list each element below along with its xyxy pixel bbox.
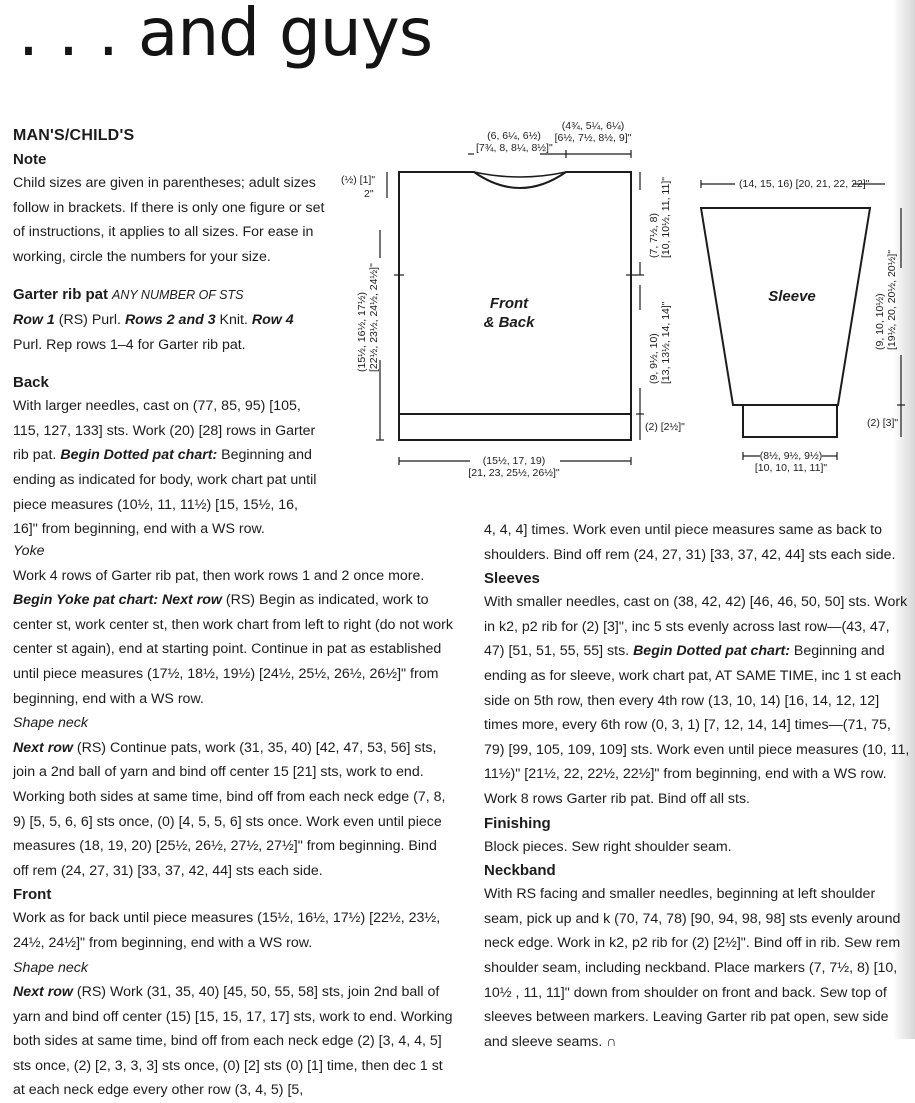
garter-rib-instructions: Row 1 (RS) Purl. Rows 2 and 3 Knit. Row 4 Purl. Rep rows 1–4 for Garter rib pat. [13,311,294,353]
finishing-heading: Finishing [484,814,551,832]
back-heading: Back [13,374,49,392]
neckband-text: With RS facing and smaller needles, beginning at left shoulder seam, pick up and k (70, 74, 78) [90, 94, 98, 98] sts evenly around neck edge. Work in k2, p2 rib for (2) [2½]". Bind off in rib. Sew rem shoulder seam, including neckband. Place markers (7, 7½, 8) [10, 10½ , 11, 11]" down from shoulder on front and back. Sew top of sleeves between markers. Leaving Garter rib pat open, sew side and sleeve seams. ∩ [484,886,901,1050]
back-neckline [474,172,566,177]
end-mark: ∩ [606,1033,617,1050]
front-neck-text: Next row (RS) Work (31, 35, 40) [45, 50, 55, 58] sts, join 2nd ball of yarn and bind off center (15) [15, 15, 17, 17] sts, work to end. Working both sides at same time, bind off from each neck edge (2) [3, 4, 4, 5] sts once, (2) [2, 3, 3, 3] sts once, (0) [2] sts (0) [1] time, then dec 1 st at each neck edge every other row (3, 4, 5) [5, [13,984,453,1099]
sleeve-top-width-label: (14, 15, 16) [20, 21, 22, 22]" [739,178,870,190]
pattern-heading: MAN'S/CHILD'S [13,127,135,144]
sleeves-heading: Sleeves [484,570,540,588]
sleeve-label: Sleeve [768,288,816,305]
front-neck-depth-label: 2" [364,188,374,200]
shoulder-width-label: (4¾, 5¼, 6¼) [6½, 7½, 8½, 9]" [554,120,632,144]
sleeves-text: With smaller needles, cast on (38, 42, 42) [46, 46, 50, 50] sts. Work in k2, p2 rib for (2) [3]", inc 5 sts evenly across last row—(43, 47, 47) [51, 51, 55, 55] sts. Begin Dotted pat chart: Beginning and ending as for sleeve, work chart pat, AT SAME TIME, inc 1 st each side on 5th row, then every 4th row (13, 10, 14) [16, 14, 12, 12] times more, every 6th row (0, 3, 1) [7, 12, 14, 14] times—(71, 75, 79) [99, 105, 109, 109] sts. Work even until piece measures (10, 11, 11½)" [21½, 22, 22½, 22½]" from beginning, end with a WS row. Work 8 rows Garter rib pat. Bind off all sts. [484,594,910,807]
yoke-text: Work 4 rows of Garter rib pat, then work rows 1 and 2 once more. Begin Yoke pat chart: Next row (RS) Begin as indicated, work to center st, work center st, then work chart from left to right (do not work center st again), end at starting point. Continue in pat as established until piece measures (17½, 18½, 19½) [24½, 25½, 26½, 26½]" from beginning, end with a WS row. [13,567,453,707]
back-text: With larger needles, cast on (77, 85, 95) [105, 115, 127, 133] sts. Work (20) [28] rows in Garter rib pat. Begin Dotted pat chart: Beginning and ending as indicated for body, work chart pat until piece measures (10½, 11, 11½) [15, 15½, 16, 16]" from beginning, end with a WS row. [13,398,317,538]
front-text: Work as for back until piece measures (15½, 16½, 17½) [22½, 23½, 24½, 24½]" from beginning, end with a WS row. [13,910,441,951]
total-length-label: (15½, 16½, 17½) [22½, 23½, 24½, 24½]" [356,263,380,372]
cuff-width-label: (8½, 9½, 9½) [10, 10, 11, 11]" [754,450,828,474]
note-heading: Note [13,151,47,168]
neck-depth-label: (½) [1]" [341,174,376,186]
body-width-label: (15½, 17, 19) [21, 23, 25½, 26½]" [468,455,560,479]
yoke-subheading: Yoke [13,543,45,559]
note-text: Child sizes are given in parentheses; adult sizes follow in brackets. If there is only one figure or set of instructions, it applies to all sizes. For ease in working, circle the numbers for your size. [13,175,325,265]
finishing-text: Block pieces. Sew right shoulder seam. [484,838,732,855]
sleeve-cuff [743,405,837,437]
sleeve-outline [701,208,870,405]
neckband-heading: Neckband [484,862,556,880]
body-length-label: (9, 9½, 10) [13, 13½, 14, 14]" [648,301,672,384]
front-continued-text: 4, 4, 4] times. Work even until piece measures same as back to shoulders. Bind off rem (24, 27, 31) [33, 37, 42, 44] sts each side. [484,522,896,563]
page-title: . . . and guys [18,0,433,71]
back-neck-text: Next row (RS) Continue pats, work (31, 35, 40) [42, 47, 53, 56] sts, join a 2nd ball of yarn and bind off center 15 [21] sts, work to end. Working both sides at same time, bind off from each neck edge (7, 8, 9) [5, 5, 6, 6] sts once, (0) [4, 5, 5, 6] sts once. Work even until piece measures (18, 19, 20) [25½, 26½, 27½, 27½]" from beginning. Bind off rem (24, 27, 31) [33, 37, 42, 44] sts each side. [13,739,446,879]
garter-subtitle: ANY NUMBER OF STS [111,288,244,303]
front-back-label: Front & Back [483,295,535,331]
front-heading: Front [13,886,52,904]
armhole-depth-label: (7, 7½, 8) [10, 10½, 11, 11]" [648,177,672,258]
sleeve-rib-label: (2) [3]" [867,417,899,429]
body-rib-label: (2) [2½]" [645,421,685,433]
front-shape-neck-subheading: Shape neck [13,959,88,976]
garter-heading: Garter rib pat [13,286,109,304]
sleeve-length-label: (9, 10, 10½) [19½, 20, 20½, 20½]" [874,249,898,350]
shape-neck-subheading: Shape neck [13,715,88,732]
neck-width-label: (6, 6¼, 6½) [7¾, 8, 8¼, 8½]" [476,130,553,154]
